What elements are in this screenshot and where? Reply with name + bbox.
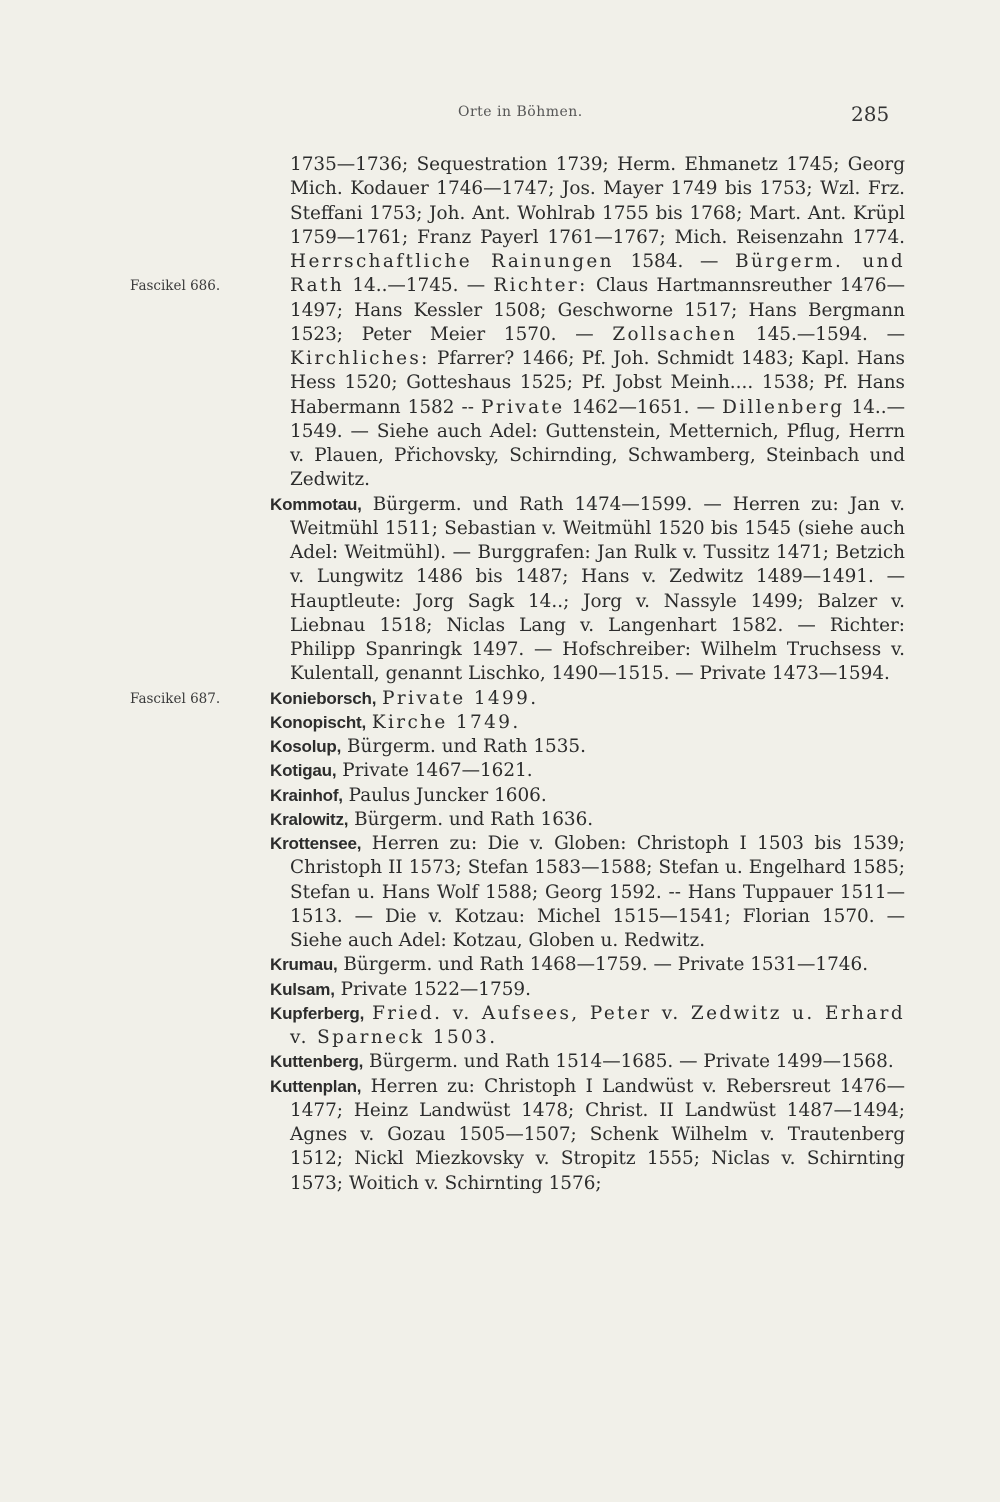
entry-text: Bürgerm. und Rath 1474—1599. — Herren zu: Jan v. Weitmühl 1511; Sebastian v. Weitmühl 1520 bis 1545 (siehe auch Adel: Weitmühl). — Burggrafen: Jan Rulk v. Tussitz 1471; Betzich v. Lungwitz 1486 bis 1487; Hans v. Zedwitz 1489—1491. — Hauptleute: Jorg Sagk 14..; Jorg v. Nassyle 1499; Balzer v. Liebnau 1518; Niclas Lang v. Langenhart 1582. — Richter: Philipp Spanringk 1497. — Hofschreiber: Wilhelm Truchsess v. Kulentall, genannt Lischko, 1490—1515. — Private 1473—1594. [290, 493, 905, 685]
page-number: 285 [851, 102, 890, 126]
running-title: Orte in Böhmen. [458, 104, 583, 120]
page-header [0, 98, 1000, 138]
entry-konieborsch [130, 687, 905, 711]
entry-text: Fried. v. Aufsees, Peter v. Zedwitz u. Erhard v. Sparneck 1503. [290, 1002, 905, 1048]
place-name: Kuttenberg, [270, 1052, 364, 1072]
entry-kosolup [270, 735, 905, 759]
entry-text: Bürgerm. und Rath 1468—1759. — Private 1531—1746. [343, 954, 869, 976]
herrschaft-label: Herrschaftliche Rainungen [290, 251, 614, 272]
entry-text: Bürgerm. und Rath 1535. [346, 736, 586, 757]
place-name: Krumau, [270, 955, 338, 975]
place-name: Kulsam, [270, 979, 335, 999]
continuation-text: Claus Hartmannsreuther 1476—1497; Hans Kessler 1508; Geschworne 1517; Hans Bergmann 1523; Peter Meier 1570. — [290, 275, 905, 345]
dillenberg-label: Dillenberg [722, 396, 845, 418]
place-name: Krainhof, [270, 785, 343, 805]
richter-label: Richter: [493, 275, 588, 297]
continuation-text: Pfarrer? 1466; Pf. Joh. Schmidt 1483; Kapl. Hans Hess 1520; Gotteshaus 1525; Pf. Jobst Meinh.... 1538; Pf. Hans Habermann 1582 -- [290, 348, 905, 418]
buergerm-label: Bürgerm. und Rath [290, 251, 905, 297]
continuation-text: 145.—1594. — [737, 323, 905, 345]
entry-krainhof [270, 784, 905, 808]
entry-text: Paulus Juncker 1606. [348, 784, 547, 806]
place-name: Kuttenplan, [270, 1076, 362, 1096]
zoll-label: Zollsachen [612, 323, 738, 345]
entry-krumau [270, 953, 905, 977]
kirchliches-label: Kirchliches: [290, 348, 430, 369]
margin-note-fascikel-686: Fascikel 686. [130, 278, 221, 294]
private-label: Private [481, 396, 565, 418]
continuation-text: 1735—1736; Sequestration 1739; Herm. Ehmanetz 1745; Georg Mich. Kodauer 1746—1747; Jos. Mayer 1749 bis 1753; Wzl. Frz. Steffani 1753; Joh. Ant. Wohlrab 1755 bis 1768; Mart. Ant. Krüpl 1759—1761; Franz Payerl 1761—1767; Mich. Reisenzahn 1774. [290, 154, 905, 248]
place-name: Kosolup, [270, 737, 342, 756]
place-name: Kotigau, [270, 761, 337, 781]
place-name: Konopischt, [270, 712, 367, 732]
entry-text: Herren zu: Christoph I Landwüst v. Rebersreut 1476—1477; Heinz Landwüst 1478; Christ. II Landwüst 1487—1494; Agnes v. Gozau 1505—1507; Schenk Wilhelm v. Trautenberg 1512; Nickl Miezkovsky v. Stropitz 1555; Niclas v. Schirnting 1573; Woitich v. Schirnting 1576; [290, 1075, 905, 1194]
entry-text: Kirche 1749. [371, 711, 521, 733]
entry-kommotau [270, 493, 905, 687]
entry-konopischt [270, 711, 905, 735]
entry-kralowitz [270, 808, 905, 832]
entry-kupferberg [270, 1002, 905, 1051]
entry-text: Bürgerm. und Rath 1636. [354, 808, 594, 830]
margin-note-fascikel-687: Fascikel 687. [130, 690, 221, 707]
place-name: Konieborsch, [270, 688, 377, 708]
place-name: Kommotau, [270, 494, 362, 514]
entry-kuttenberg [270, 1050, 905, 1074]
continuation-text: 1462—1651. — [564, 396, 723, 418]
continuation-paragraph [130, 153, 905, 493]
continuation-text: 14..—1745. — [344, 275, 494, 297]
entry-text: Private 1522—1759. [340, 978, 531, 1000]
entry-kuttenplan [270, 1075, 905, 1196]
continuation-text: 1584. — [613, 251, 736, 272]
entry-krottensee [270, 832, 905, 953]
entry-kotigau [270, 759, 905, 783]
entry-text: Bürgerm. und Rath 1514—1685. — Private 1499—1568. [369, 1051, 894, 1073]
entry-text: Herren zu: Die v. Globen: Christoph I 1503 bis 1539; Christoph II 1573; Stefan 1583—1588; Stefan u. Engelhard 1585; Stefan u. Hans Wolf 1588; Georg 1592. -- Hans Tuppauer 1511—1513. — Die v. Kotzau: Michel 1515—1541; Florian 1570. — Siehe auch Adel: Kotzau, Globen u. Redwitz. [290, 833, 905, 951]
entry-text: Private 1467—1621. [342, 760, 533, 782]
entry-kulsam [270, 978, 905, 1002]
entry-text: Private 1499. [382, 687, 539, 709]
continuation-text: 14..—1549. — Siehe auch Adel: Guttenstein, Metternich, Pflug, Herrn v. Plauen, Přichovsky, Schirnding, Schwamberg, Steinbach und Zedwitz. [290, 396, 905, 491]
place-name: Krottensee, [270, 834, 362, 853]
place-name: Kupferberg, [270, 1003, 365, 1023]
text-block [130, 153, 905, 1196]
place-name: Kralowitz, [270, 809, 349, 829]
